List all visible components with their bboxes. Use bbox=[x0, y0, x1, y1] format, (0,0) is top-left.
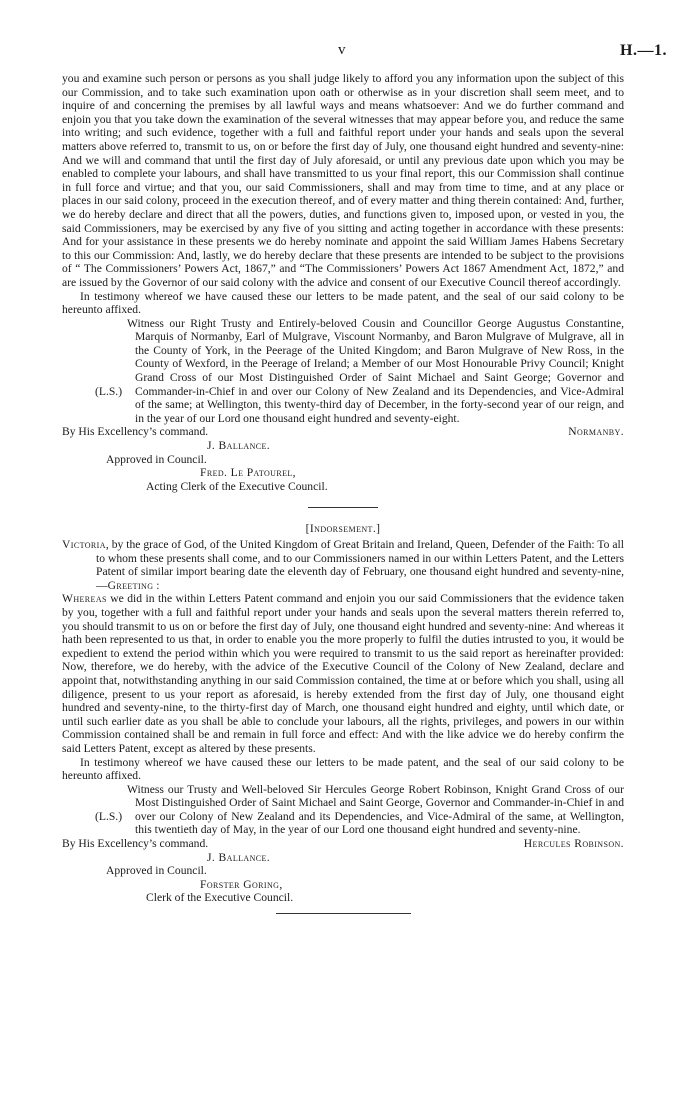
commission-section bbox=[62, 72, 624, 493]
salutation-lead: Victoria bbox=[62, 538, 106, 551]
body-lead: Whereas bbox=[62, 592, 107, 606]
indorsement-title: [Indorsement.] bbox=[305, 522, 381, 536]
body-text: we did in the within Letters Patent command and enjoin you our said Commissioners that the evidence taken by you, together with a full and faithful report under your hands and seals upon the several matters therein referred to, you should transmit to us on or before the first day of July, one thousand eight hundred and seventy-nine: And whereas it hath been represented to us that, in order to enable you the more properly to fulfil the duties intrusted to you, it would be expedient to extend the period within which you were required to transmit to us the said report as hereinafter provided: Now, therefore, we do hereby, with the advice of the Executive Council of the Colony of New Zealand, declare and appoint that, notwithstanding anything in our said Commission contained, the time at or before which you shall, using all diligence, present to us your report as aforesaid, is hereby extended from the first day of July, one thousand eight hundred and seventy-nine, to the thirty-first day of March, one thousand eight hundred and eighty, until which date, or until such earlier date as you shall be able to conclude your labours, all the rights, privileges, and powers in our within Commission contained shall be and remain in full force and effect: And with the like advice we do hereby confirm the said Letters Patent, except as altered by these presents. bbox=[62, 592, 624, 755]
clerk-title: Acting Clerk of the Executive Council. bbox=[146, 479, 328, 493]
command-line: By His Excellency’s command. bbox=[62, 837, 209, 851]
commission-witness-block bbox=[62, 317, 624, 426]
commission-body-paragraph: you and examine such person or persons as you shall judge likely to afford you any information upon the subject of this our Commission, and to take such examination upon oath or otherwise as in your discretion shall seem meet, and to inquire of and concerning the premises by all lawful ways and means whatsoever: And we do further command and enjoin you that you take down the examination of the several witnesses that may appear before you, and reduce the same into writing; and such evidence, together with a full and faithful report under your hands and seals upon the several matters above referred to, transmit to us, on or before the first day of July, one thousand eight hundred and seventy-nine: And we will and command that until the first day of July aforesaid, or until any previous date upon which you may be enabled to complete your labours, and shall have transmitted to us your final report, this our Commission shall continue in full force and virtue; and that you, our said Commissioners, shall and may from time to time, and at any place or places in our said colony, proceed in the execution thereof, and of every matter and thing therein contained: And, further, we do hereby declare and direct that all the powers, duties, and functions given to, imposed upon, or vested in you, the said Commissioners, may be exercised by any five of you sitting and acting together in accordance with these presents: And for your assistance in these presents we do hereby nominate and appoint the said William James Habens Secretary to this our Commission: And, lastly, we do hereby declare that these presents are intended to be subject to the provisions of “ The Commissioners’ Powers Act, 1867,” and “The Commissioners’ Powers Act 1867 Amendment Act, 1872,” and are issued by the Governor of our said colony with the advice and consent of our Executive Council thereof accordingly. bbox=[62, 72, 624, 289]
indorsement-salutation bbox=[62, 538, 624, 592]
seal-mark: (L.S.) bbox=[95, 384, 123, 398]
approved-in-council: Approved in Council. bbox=[106, 864, 207, 878]
command-row bbox=[62, 837, 624, 851]
indorsement-witness-text: Witness our Trusty and Well-beloved Sir Hercules George Robert Robinson, Knight Grand Cross of our Most Distinguished Order of Saint Michael and Saint George, Governor and Commander-in-Chief in and over our Colony of New Zealand and its Dependencies, and Vice-Admiral of the same, at Wellington, this twentieth day of May, in the year of our Lord one thousand eight hundred and seventy-nine. bbox=[127, 782, 624, 837]
salutation-text: , by the grace of God, of the United Kingdom of Great Britain and Ireland, Queen, Defender of the Faith: To all to whom these presents shall come, and to our Commissioners named in our within Letters Patent, and the Letters Patent of similar import bearing date the eleventh day of February, one thousand eight hundred and seventy-nine,— bbox=[96, 538, 624, 592]
clerk-signature: Forster Goring, bbox=[200, 877, 283, 891]
minister-signature: J. Ballance. bbox=[207, 439, 271, 453]
section-divider bbox=[308, 507, 378, 508]
indorsement-witness-block bbox=[62, 783, 624, 837]
document-body bbox=[62, 72, 624, 914]
indorsement-section bbox=[62, 522, 624, 905]
indorsement-testimony: In testimony whereof we have caused these our letters to be made patent, and the seal of our said colony to be hereunto affixed. bbox=[62, 755, 624, 783]
command-row bbox=[62, 425, 624, 439]
minister-signature: J. Ballance. bbox=[207, 850, 271, 864]
governor-signature: Hercules Robinson. bbox=[523, 837, 624, 851]
document-code: H.—1. bbox=[620, 42, 667, 59]
page-number: v bbox=[338, 42, 346, 58]
greeting-end: : bbox=[156, 578, 160, 592]
clerk-signature: Fred. Le Patourel, bbox=[200, 466, 296, 480]
approved-in-council: Approved in Council. bbox=[106, 452, 207, 466]
command-line: By His Excellency’s command. bbox=[62, 425, 209, 439]
footer-divider bbox=[276, 913, 411, 914]
clerk-title: Clerk of the Executive Council. bbox=[146, 891, 294, 905]
governor-signature: Normanby. bbox=[568, 425, 624, 439]
indorsement-body-paragraph bbox=[62, 592, 624, 755]
greeting-word: Greeting bbox=[107, 578, 154, 592]
commission-witness-text: Witness our Right Trusty and Entirely-beloved Cousin and Councillor George Augustus Constantine, Marquis of Normanby, Earl of Mulgrave, Viscount Normanby, and Baron Mulgrave of Mulgrave, all in the County of York, in the Peerage of the United Kingdom; and Baron Mulgrave of New Ross, in the County of Wexford, in the Peerage of Ireland; a Member of our Most Honourable Privy Council; Knight Grand Cross of our Most Distinguished Order of Saint Michael and Saint George; Governor and Commander-in-Chief in and over our Colony of New Zealand and its Dependencies, and Vice-Admiral of the same; at Wellington, this twenty-third day of December, in the forty-second year of our reign, and in the year of our Lord one thousand eight hundred and seventy-eight. bbox=[127, 316, 624, 425]
commission-testimony: In testimony whereof we have caused these our letters to be made patent, and the seal of our said colony to be hereunto affixed. bbox=[62, 289, 624, 317]
seal-mark: (L.S.) bbox=[95, 809, 123, 823]
